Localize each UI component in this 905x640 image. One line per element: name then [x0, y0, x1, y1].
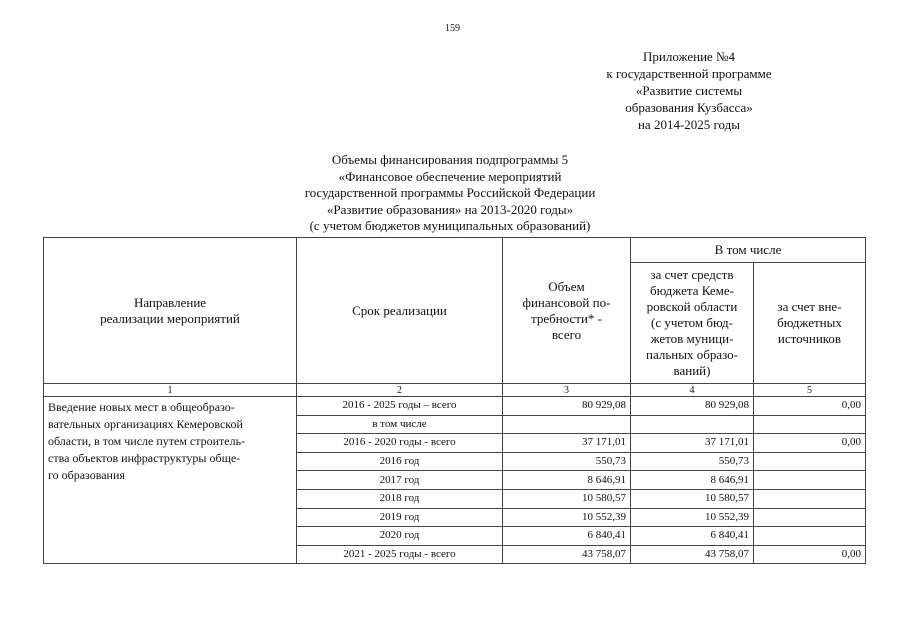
direction-line: го образования — [48, 468, 125, 482]
extra-cell — [754, 452, 866, 471]
title-line: Объемы финансирования подпрограммы 5 — [331, 152, 569, 167]
extra-cell — [754, 415, 866, 434]
header-regional-budget: за счет средств бюджета Кеме- ровской области (с учетом бюд- жетов муници- пальных образо- ваний) — [631, 263, 754, 384]
regional-cell — [631, 415, 754, 434]
regional-cell: 80 929,08 — [631, 397, 754, 416]
title-line: (с учетом бюджетов муниципальных образований) — [309, 218, 591, 233]
appendix-line: на 2014-2025 годы — [637, 117, 741, 132]
extra-cell: 0,00 — [754, 545, 866, 564]
total-cell: 43 758,07 — [503, 545, 631, 564]
extra-cell — [754, 489, 866, 508]
total-cell: 37 171,01 — [503, 434, 631, 453]
period-cell: в том числе — [297, 415, 503, 434]
regional-cell: 10 580,57 — [631, 489, 754, 508]
document-title — [200, 152, 700, 235]
appendix-line: к государственной программе — [606, 66, 772, 81]
header-extrabudgetary: за счет вне- бюджетных источников — [754, 263, 866, 384]
total-cell: 8 646,91 — [503, 471, 631, 490]
total-cell: 6 840,41 — [503, 527, 631, 546]
total-cell: 80 929,08 — [503, 397, 631, 416]
title-line: государственной программы Российской Федерации — [304, 185, 596, 200]
total-cell: 10 552,39 — [503, 508, 631, 527]
appendix-caption — [570, 48, 808, 133]
extra-cell — [754, 471, 866, 490]
financing-table — [43, 237, 866, 564]
extra-cell — [754, 527, 866, 546]
regional-cell: 37 171,01 — [631, 434, 754, 453]
total-cell: 550,73 — [503, 452, 631, 471]
regional-cell: 43 758,07 — [631, 545, 754, 564]
direction-line: области, в том числе путем строитель- — [48, 434, 246, 448]
period-cell: 2017 год — [297, 471, 503, 490]
regional-cell: 10 552,39 — [631, 508, 754, 527]
column-number: 4 — [631, 384, 754, 397]
extra-cell: 0,00 — [754, 434, 866, 453]
column-number-row — [44, 384, 866, 397]
direction-line: Введение новых мест в общеобразо- — [48, 400, 235, 414]
regional-cell: 550,73 — [631, 452, 754, 471]
period-cell: 2016 - 2025 годы – всего — [297, 397, 503, 416]
header-row — [44, 238, 866, 263]
period-cell: 2021 - 2025 годы - всего — [297, 545, 503, 564]
title-line: «Финансовое обеспечение мероприятий — [338, 168, 562, 184]
extra-cell — [754, 508, 866, 527]
header-direction: Направление реализации мероприятий — [44, 238, 297, 384]
period-cell: 2019 год — [297, 508, 503, 527]
header-total: Объем финансовой по- требности* - всего — [503, 238, 631, 384]
column-number: 5 — [754, 384, 866, 397]
title-line: «Развитие образования» на 2013-2020 годы» — [326, 201, 574, 217]
appendix-line: образования Кузбасса» — [625, 100, 753, 115]
header-including: В том числе — [631, 238, 866, 263]
page-number: 159 — [445, 23, 460, 34]
appendix-line: Приложение №4 — [643, 49, 735, 64]
period-cell: 2020 год — [297, 527, 503, 546]
header-period: Срок реализации — [297, 238, 503, 384]
table-row — [44, 397, 866, 416]
column-number: 3 — [503, 384, 631, 397]
direction-cell — [44, 397, 297, 564]
appendix-line: «Развитие системы — [635, 83, 743, 98]
regional-cell: 8 646,91 — [631, 471, 754, 490]
direction-line: вательных организациях Кемеровской — [48, 417, 243, 431]
extra-cell: 0,00 — [754, 397, 866, 416]
period-cell: 2016 - 2020 годы - всего — [297, 434, 503, 453]
total-cell: 10 580,57 — [503, 489, 631, 508]
column-number: 2 — [297, 384, 503, 397]
period-cell: 2016 год — [297, 452, 503, 471]
regional-cell: 6 840,41 — [631, 527, 754, 546]
column-number: 1 — [44, 384, 297, 397]
total-cell — [503, 415, 631, 434]
period-cell: 2018 год — [297, 489, 503, 508]
direction-line: ства объектов инфраструктуры обще- — [48, 451, 241, 465]
